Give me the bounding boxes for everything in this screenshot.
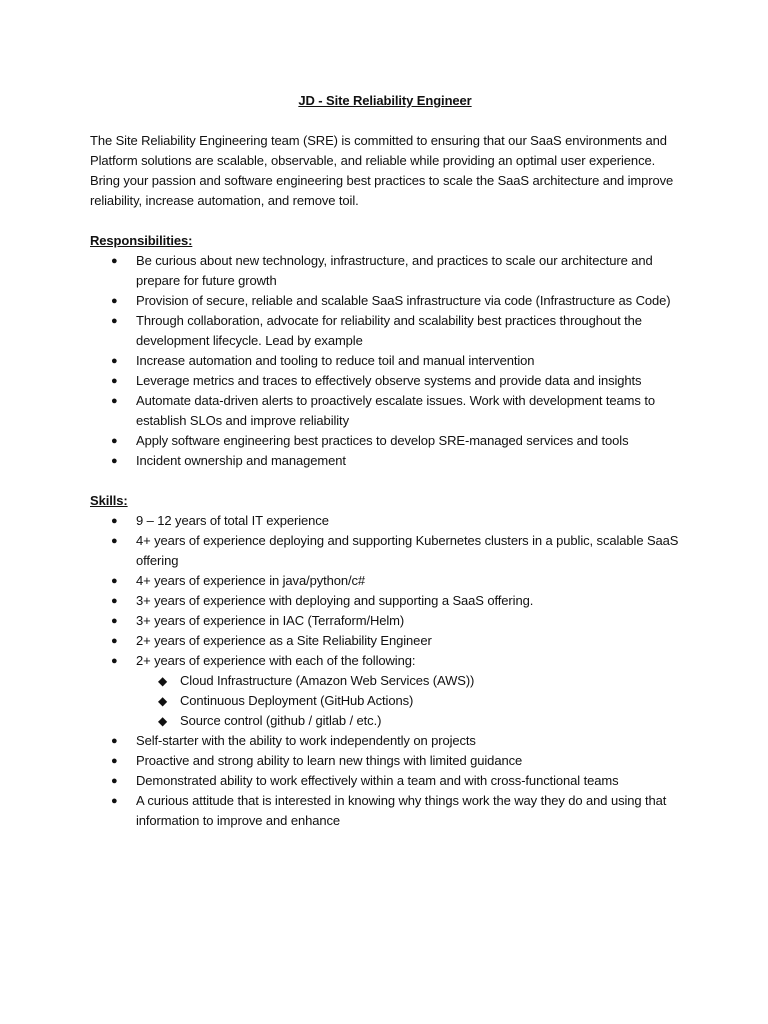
skill-item	[90, 771, 680, 791]
bullet-icon: ●	[111, 615, 118, 627]
skill-text: Proactive and strong ability to learn new things with limited guidance	[136, 753, 523, 768]
section-spacer	[90, 471, 680, 491]
skill-item	[90, 511, 680, 531]
bullet-icon: ●	[111, 375, 118, 387]
responsibility-text: Through collaboration, advocate for reliability and scalability best practices throughout the development lifecycle. Lead by example	[136, 313, 642, 348]
bullet-icon: ●	[111, 355, 118, 367]
responsibility-text: Incident ownership and management	[136, 453, 346, 468]
intro-paragraph: The Site Reliability Engineering team (SRE) is committed to ensuring that our SaaS environments and Platform solutions are scalable, observable, and reliable while providing an optimal user experience. Bring your passion and software engineering best practices to scale the SaaS architecture and improve reliability, increase automation, and remove toil.	[90, 133, 674, 208]
bullet-icon: ●	[111, 635, 118, 647]
skill-text: 2+ years of experience as a Site Reliability Engineer	[136, 633, 432, 648]
responsibility-item	[90, 251, 680, 291]
responsibility-item	[90, 291, 680, 311]
skill-item	[90, 651, 680, 671]
responsibilities-heading: Responsibilities:	[90, 233, 193, 248]
skill-sub-text: Cloud Infrastructure (Amazon Web Services (AWS))	[180, 673, 475, 688]
skill-item	[90, 591, 680, 611]
bullet-icon: ●	[111, 595, 118, 607]
bullet-icon: ●	[111, 255, 118, 267]
responsibility-item	[90, 351, 680, 371]
bullet-icon: ●	[111, 755, 118, 767]
skill-sub-item	[90, 711, 680, 731]
bullet-icon: ●	[111, 395, 118, 407]
responsibility-text: Be curious about new technology, infrastructure, and practices to scale our architecture and prepare for future growth	[136, 253, 653, 288]
diamond-bullet-icon: ◆	[158, 674, 168, 688]
diamond-bullet-icon: ◆	[158, 694, 168, 708]
responsibility-text: Automate data-driven alerts to proactively escalate issues. Work with development teams to establish SLOs and improve reliability	[136, 393, 655, 428]
responsibility-text: Provision of secure, reliable and scalable SaaS infrastructure via code (Infrastructure as Code)	[136, 293, 671, 308]
skill-text: Self-starter with the ability to work independently on projects	[136, 733, 476, 748]
bullet-icon: ●	[111, 315, 118, 327]
skill-item	[90, 751, 680, 771]
responsibility-item	[90, 431, 680, 451]
skill-item	[90, 611, 680, 631]
skills-list	[90, 511, 680, 671]
skill-text: 3+ years of experience with deploying and supporting a SaaS offering.	[136, 593, 534, 608]
skill-item	[90, 791, 680, 831]
skill-text: 2+ years of experience with each of the following:	[136, 653, 416, 668]
skill-item	[90, 631, 680, 651]
responsibility-text: Apply software engineering best practices to develop SRE-managed services and tools	[136, 433, 629, 448]
skill-text: 4+ years of experience in java/python/c#	[136, 573, 366, 588]
skills-heading: Skills:	[90, 493, 128, 508]
bullet-icon: ●	[111, 535, 118, 547]
skill-sub-text: Source control (github / gitlab / etc.)	[180, 713, 382, 728]
document-title: JD - Site Reliability Engineer	[298, 93, 472, 108]
bullet-icon: ●	[111, 795, 118, 807]
bullet-icon: ●	[111, 735, 118, 747]
skill-item	[90, 731, 680, 751]
skill-text: Demonstrated ability to work effectively within a team and with cross-functional teams	[136, 773, 619, 788]
responsibility-item	[90, 311, 680, 351]
responsibilities-list	[90, 251, 680, 471]
bullet-icon: ●	[111, 655, 118, 667]
bullet-icon: ●	[111, 295, 118, 307]
responsibility-item	[90, 371, 680, 391]
responsibility-item	[90, 391, 680, 431]
bullet-icon: ●	[111, 515, 118, 527]
skill-sub-text: Continuous Deployment (GitHub Actions)	[180, 693, 414, 708]
skill-text: 9 – 12 years of total IT experience	[136, 513, 329, 528]
bullet-icon: ●	[111, 575, 118, 587]
bullet-icon: ●	[111, 455, 118, 467]
document-body	[90, 91, 680, 831]
diamond-bullet-icon: ◆	[158, 714, 168, 728]
skill-sub-item	[90, 671, 680, 691]
skill-sub-item	[90, 691, 680, 711]
skill-text: 4+ years of experience deploying and supporting Kubernetes clusters in a public, scalable SaaS offering	[136, 533, 679, 568]
responsibility-text: Leverage metrics and traces to effectively observe systems and provide data and insights	[136, 373, 642, 388]
skills-sub-list	[90, 671, 680, 731]
bullet-icon: ●	[111, 435, 118, 447]
responsibility-item	[90, 451, 680, 471]
skills-list-continued	[90, 731, 680, 831]
responsibility-text: Increase automation and tooling to reduce toil and manual intervention	[136, 353, 535, 368]
bullet-icon: ●	[111, 775, 118, 787]
skill-item	[90, 571, 680, 591]
skill-text: A curious attitude that is interested in knowing why things work the way they do and using that information to improve and enhance	[136, 793, 667, 828]
skill-item	[90, 531, 680, 571]
skill-text: 3+ years of experience in IAC (Terraform/Helm)	[136, 613, 405, 628]
